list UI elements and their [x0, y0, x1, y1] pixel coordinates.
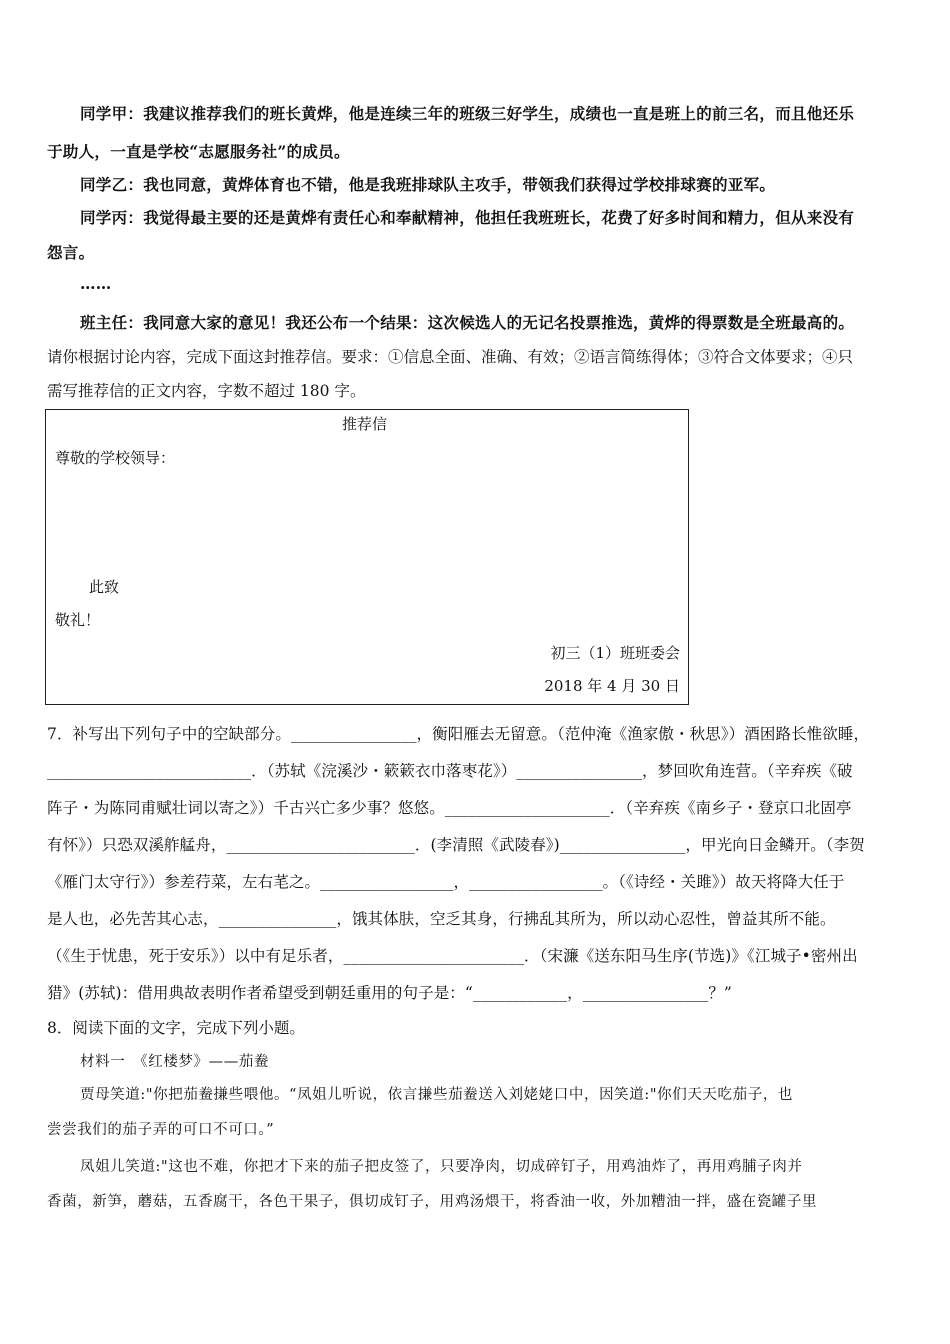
- dialogue-ellipsis: ……: [80, 274, 112, 293]
- student-a-line-2: 于助人，一直是学校“志愿服务社”的成员。: [47, 142, 350, 161]
- student-a-line-1: 同学甲：我建议推荐我们的班长黄烨，他是连续三年的班级三好学生，成绩也一直是班上的前三名，而且他还乐: [80, 104, 855, 123]
- letter-closing-2: 敬礼！: [55, 611, 101, 629]
- student-c-line-1: 同学丙：我觉得最主要的还是黄烨有责任心和奉献精神，他担任我班班长，花费了好多时间和精力，但从来没有: [80, 208, 855, 227]
- instruction-line-1: 请你根据讨论内容，完成下面这封推荐信。要求：①信息全面、准确、有效；②语言简练得体；③符合文体要求；④只: [47, 348, 854, 366]
- q7-line-4: 有怀》）只恐双溪舴艋舟，________________________．(李清照《武陵春》)________________，甲光向日金鳞开。（李贺: [47, 836, 865, 854]
- letter-closing-1: 此致: [89, 578, 120, 596]
- letter-salutation: 尊敬的学校领导：: [55, 449, 176, 467]
- q7-line-3: 阵子・为陈同甫赋壮词以寄之》）千古兴亡多少事？悠悠。_____________________．（辛弃疾《南乡子・登京口北固亭: [47, 799, 852, 817]
- q8-line-3: 贾母笑道:"你把茄鲞搛些喂他。“凤姐儿听说，依言搛些茄鲞送入刘姥姥口中，因笑道:"你们天天吃茄子，也: [80, 1087, 794, 1103]
- q7-line-7: （《生于忧患，死于安乐》）以中有足乐者，_______________________．（宋濂《送东阳马生序(节选)》《江城子•密州出: [47, 947, 858, 965]
- q8-line-5: 凤姐儿笑道:"这也不难，你把才下来的茄子把皮签了，只要净肉，切成碎钉子，用鸡油炸了，再用鸡脯子肉并: [80, 1159, 803, 1175]
- q7-line-6: 是人也，必先苦其心志，_______________，饿其体肤，空乏其身，行拂乱其所为，所以动心忍性，曾益其所不能。: [47, 910, 836, 928]
- q7-line-5: 《雁门太守行》）参差荇菜，左右芼之。_________________，_________________。（《诗经・关雎》）故天将降大任于: [47, 873, 845, 891]
- student-c-line-2: 怨言。: [47, 243, 95, 262]
- q8-line-6: 香菌，新笋，蘑菇，五香腐干，各色干果子，俱切成钉子，用鸡汤煨干，将香油一收，外加糟油一拌，盛在瓷罐子里: [47, 1194, 818, 1210]
- student-b-line: 同学乙：我也同意，黄烨体育也不错，他是我班排球队主攻手，带领我们获得过学校排球赛的亚军。: [80, 175, 776, 194]
- letter-date: 2018 年 4 月 30 日: [544, 677, 680, 695]
- q7-line-1: 7．补写出下列句子中的空缺部分。________________，衡阳雁去无留意。（范仲淹《渔家傲・秋思》）酒困路长惟欲睡，: [47, 725, 870, 743]
- q7-line-8: 猎》(苏轼)：借用典故表明作者希望受到朝廷重用的句子是：“____________，________________？”: [47, 984, 732, 1002]
- instruction-line-2: 需写推荐信的正文内容，字数不超过 180 字。: [47, 382, 366, 400]
- q7-line-2: __________________________．（苏轼《浣溪沙・簌簌衣巾落枣花》）________________，梦回吹角连营。（辛弃疾《破: [47, 762, 853, 780]
- q8-line-4: 尝尝我们的茄子弄的可口不可口。”: [47, 1122, 275, 1138]
- q8-line-1: 8．阅读下面的文字，完成下列小题。: [47, 1019, 305, 1037]
- q8-material-title: 材料一 《红楼梦》——茄鲞: [80, 1054, 270, 1070]
- letter-signer: 初三（1）班班委会: [550, 644, 680, 662]
- recommendation-letter-box: [45, 409, 689, 705]
- teacher-line: 班主任：我同意大家的意见！我还公布一个结果：这次候选人的无记名投票推选，黄烨的得票数是全班最高的。: [80, 313, 855, 332]
- letter-title: 推荐信: [342, 415, 388, 433]
